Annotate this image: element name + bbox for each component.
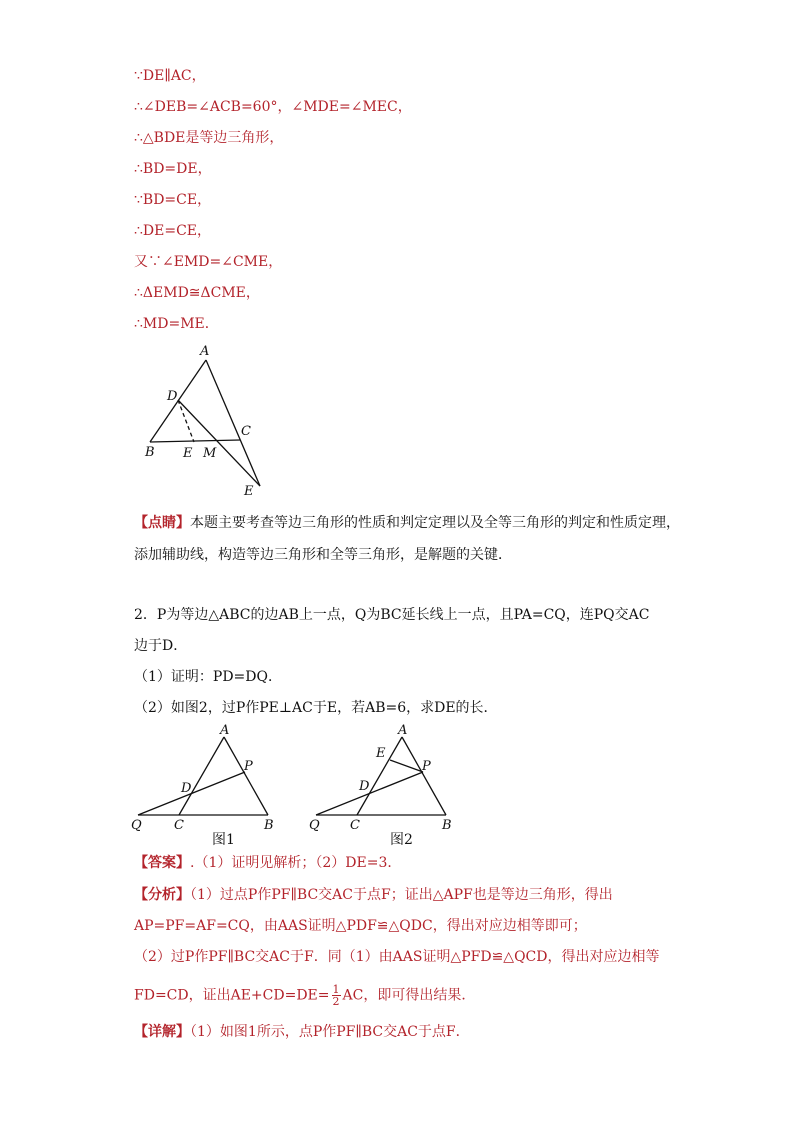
figure-caption-2: 图2 <box>390 832 413 848</box>
problem2-question-1: （1）证明：PD=DQ． <box>134 669 282 685</box>
proof-line-4: ∴BD=DE， <box>134 161 212 177</box>
geometry-figure-1 <box>138 340 278 500</box>
label-b: B <box>264 818 274 833</box>
fraction-denominator: 2 <box>332 995 340 1008</box>
fraction-one-half <box>332 984 341 1007</box>
label-a: A <box>200 344 210 359</box>
answer-tag: 【答案】 <box>134 855 190 871</box>
segment-ae <box>206 360 260 486</box>
segment-de-dashed <box>178 400 194 442</box>
label-e-base: E <box>183 446 193 461</box>
comment-text-1: 本题主要考查等边三角形的性质和判定定理以及全等三角形的判定和性质定理， <box>190 515 680 531</box>
comment-tag: 【点睛】 <box>134 515 190 531</box>
proof-line-8: ∴ΔEMD≅ΔCME， <box>134 285 260 301</box>
label-p: P <box>422 759 431 774</box>
label-p: P <box>244 759 253 774</box>
proof-line-6: ∴DE=CE， <box>134 223 212 239</box>
label-c: C <box>350 818 360 833</box>
comment-text-2: 添加辅助线，构造等边三角形和全等三角形，是解题的关键． <box>134 547 512 563</box>
label-a: A <box>220 723 230 738</box>
detail-line <box>134 1022 470 1042</box>
fraction-numerator: 1 <box>332 983 340 996</box>
label-q: Q <box>309 818 320 833</box>
analysis-text-1: （1）过点P作PF∥BC交AC于点F；证出△APF也是等边三角形，得出 <box>190 887 613 903</box>
segment-ab <box>402 737 446 815</box>
proof-line-5: ∵BD=CE， <box>134 192 212 208</box>
problem2-question-2: （2）如图2，过P作PE⊥AC于E，若AB=6，求DE的长． <box>134 700 498 716</box>
detail-tag: 【详解】 <box>134 1024 190 1040</box>
proof-line-1: ∵DE∥AC， <box>134 68 206 84</box>
label-c: C <box>174 818 184 833</box>
analysis-line-4 <box>134 984 475 1007</box>
problem2-stem-2: 边于D． <box>134 638 188 654</box>
label-q: Q <box>131 818 142 833</box>
comment-line-1 <box>134 513 680 533</box>
analysis-text-3: （2）过P作PF∥BC交AC于F．同（1）由AAS证明△PFD≌△QCD，得出对应边相等 <box>134 949 660 965</box>
figure-caption-1: 图1 <box>212 832 235 848</box>
segment-bc <box>150 440 240 442</box>
segment-qp <box>138 772 245 815</box>
label-d: D <box>181 781 192 796</box>
label-e: E <box>376 746 386 761</box>
label-b: B <box>145 445 155 460</box>
proof-line-9: ∴MD=ME． <box>134 316 219 332</box>
analysis-text-2: AP=PF=AF=CQ，由AAS证明△PDF≌△QDC，得出对应边相等即可； <box>134 918 587 934</box>
geometry-figure-3 <box>306 722 466 850</box>
analysis-tag: 【分析】 <box>134 887 190 903</box>
geometry-figure-2 <box>128 722 288 850</box>
segment-ab <box>224 737 268 815</box>
analysis-line-1 <box>134 885 613 905</box>
segment-ca <box>179 737 224 815</box>
detail-text: （1）如图1所示，点P作PF∥BC交AC于点F． <box>190 1024 470 1040</box>
segment-qp <box>316 772 423 815</box>
label-a: A <box>398 723 408 738</box>
segment-de <box>178 400 260 486</box>
label-c: C <box>241 424 251 439</box>
answer-text: .（1）证明见解析；（2）DE=3． <box>190 855 402 871</box>
proof-line-3: ∴△BDE是等边三角形， <box>134 130 284 146</box>
proof-line-2: ∴∠DEB=∠ACB=60°，∠MDE=∠MEC， <box>134 99 412 115</box>
label-d: D <box>167 389 178 404</box>
problem2-stem-1: 2．P为等边△ABC的边AB上一点，Q为BC延长线上一点，且PA=CQ，连PQ交AC <box>134 607 650 623</box>
answer-line <box>134 853 401 873</box>
proof-line-7: 又∵∠EMD=∠CME， <box>134 254 283 270</box>
label-d: D <box>359 779 370 794</box>
label-b: B <box>442 818 452 833</box>
analysis-text-4b: AC，即可得出结果． <box>342 987 476 1004</box>
analysis-text-4a: FD=CD，证出AE+CD=DE= <box>134 987 330 1004</box>
label-e-ext: E <box>244 484 254 499</box>
label-m: M <box>203 446 217 461</box>
